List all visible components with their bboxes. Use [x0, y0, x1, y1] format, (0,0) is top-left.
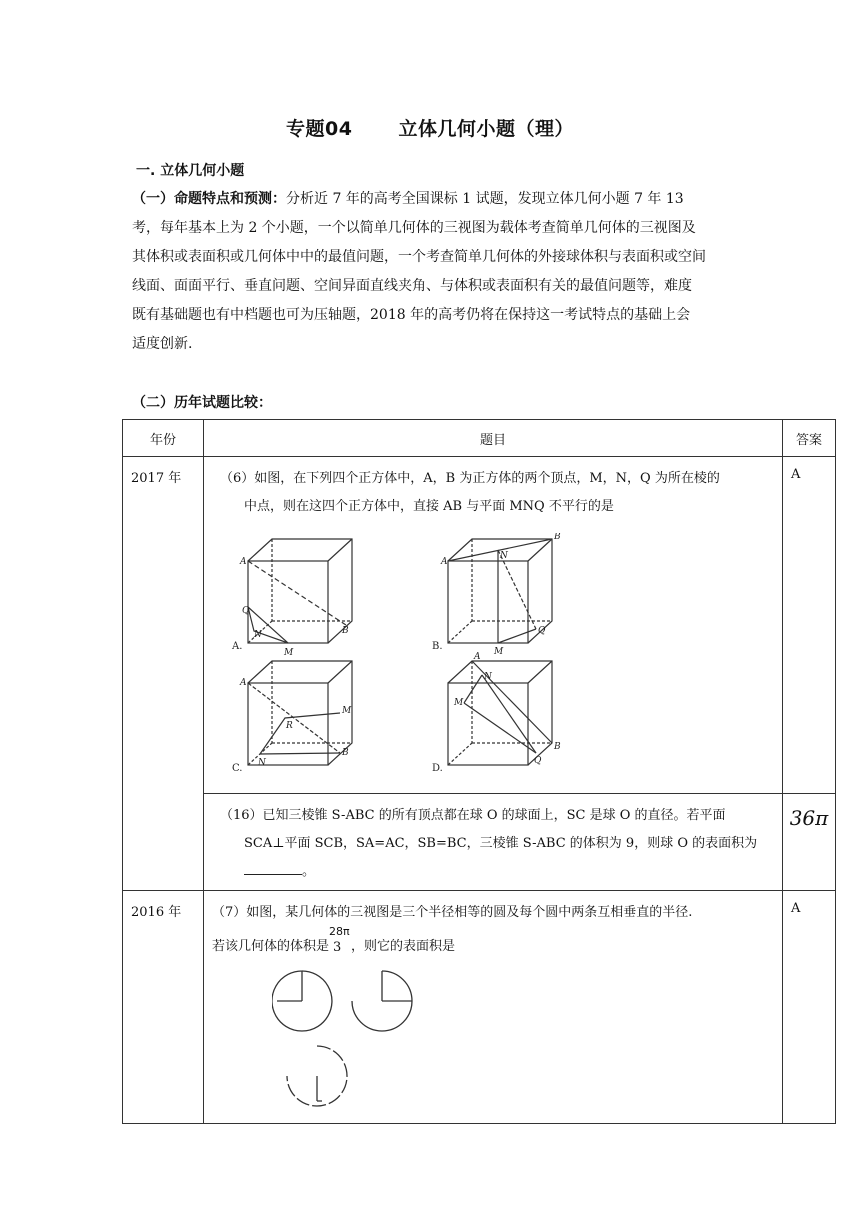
label-A: A: [441, 557, 448, 567]
label-R: R: [286, 721, 293, 731]
label-M: M: [454, 698, 464, 708]
question-line: 若该几何体的体积是: [212, 939, 330, 954]
view-front: [272, 971, 332, 1031]
page-title: [0, 114, 860, 141]
option-a: A.: [232, 641, 243, 652]
label-N: N: [500, 551, 508, 561]
table-header-row: [123, 420, 836, 457]
label-N: N: [254, 630, 262, 640]
question-line: （6）如图，在下列四个正方体中，A，B 为正方体的两个顶点，M，N，Q 为所在棱的: [220, 471, 720, 486]
label-M: M: [494, 647, 504, 657]
three-views-svg: [272, 961, 472, 1119]
cube-c: [248, 661, 352, 765]
question-line: （7）如图，某几何体的三视图是三个半径相等的圆及每个圆中两条互相垂直的半径.: [212, 905, 693, 920]
cube-figure: [220, 521, 774, 789]
label-Q: Q: [538, 626, 546, 636]
intro-line6: 适度创新.: [132, 336, 193, 352]
table-row: [123, 457, 836, 794]
label-N: N: [484, 672, 492, 682]
section-heading-2: （二）历年试题比较：: [132, 395, 272, 411]
cube-a: [248, 539, 352, 643]
label-A: A: [474, 652, 481, 662]
header-year: 年份: [123, 420, 204, 457]
option-b: B.: [432, 641, 443, 652]
title-part1: 专题04: [286, 118, 353, 140]
header-question: 题目: [204, 420, 783, 457]
cube-figure-svg: [230, 533, 590, 783]
title-part2: 立体几何小题（理）: [398, 118, 574, 140]
label-Q: Q: [242, 606, 250, 616]
header-answer: 答案: [783, 420, 836, 457]
intro-line2: 考，每年基本上为 2 个小题，一个以简单几何体的三视图为载体考查简单几何体的三视图及: [132, 220, 696, 236]
question-line: 。: [302, 864, 316, 879]
label-A: A: [240, 557, 247, 567]
view-side: [352, 971, 412, 1031]
intro-line4: 线面、面面平行、垂直问题、空间异面直线夹角、与体积或表面积有关的最值问题等，难度: [132, 278, 692, 294]
table-row: [123, 794, 836, 891]
option-d: D.: [432, 763, 443, 774]
label-N: N: [258, 758, 266, 768]
table-row: [123, 891, 836, 1124]
year-cell: 2016 年: [123, 891, 204, 1124]
question-line: （16）已知三棱锥 S-ABC 的所有顶点都在球 O 的球面上，SC 是球 O 的直径。若平面: [220, 808, 726, 823]
label-B: B: [342, 748, 349, 758]
fraction-numerator: 28π: [329, 925, 350, 938]
answer-cell: 36π: [783, 794, 836, 891]
question-line: ，则它的表面积是: [351, 939, 456, 954]
label-M: M: [284, 648, 294, 658]
label-B: B: [554, 742, 561, 752]
question-line: 中点，则在这四个正方体中，直接 AB 与平面 MNQ 不平行的是: [244, 499, 614, 514]
fraction-denominator: 3: [333, 940, 342, 955]
question-line: SCA⊥平面 SCB，SA=AC，SB=BC，三棱锥 S-ABC 的体积为 9，则球 O 的表面积为: [244, 836, 758, 851]
answer-cell: A: [783, 457, 836, 794]
volume-fraction: [329, 925, 351, 955]
answer-blank: [244, 860, 302, 875]
option-c: C.: [232, 763, 243, 774]
cube-d: [448, 661, 552, 765]
intro-line3: 其体积或表面积或几何体中中的最值问题，一个考查简单几何体的外接球体积与表面积或空间: [132, 249, 706, 265]
year-cell: 2017 年: [123, 457, 204, 891]
label-Q: Q: [534, 756, 542, 766]
section-heading-1: 一. 立体几何小题: [136, 163, 245, 179]
answer-cell: A: [783, 891, 836, 1124]
view-top: [287, 1046, 347, 1106]
three-views-figure: [212, 961, 774, 1119]
history-table: [122, 419, 836, 1124]
label-A: A: [240, 678, 247, 688]
intro-paragraph: [132, 185, 732, 359]
label-B: B: [342, 626, 349, 636]
intro-line1: 分析近 7 年的高考全国课标 1 试题，发现立体几何小题 7 年 13: [286, 191, 684, 207]
question-cell: [204, 457, 783, 794]
question-cell: [204, 794, 783, 891]
label-M: M: [342, 706, 352, 716]
intro-line5: 既有基础题也有中档题也可为压轴题，2018 年的高考仍将在保持这一考试特点的基础上会: [132, 307, 691, 323]
label-B: B: [554, 533, 561, 542]
question-cell: [204, 891, 783, 1124]
intro-lead: （一）命题特点和预测：: [132, 191, 286, 207]
